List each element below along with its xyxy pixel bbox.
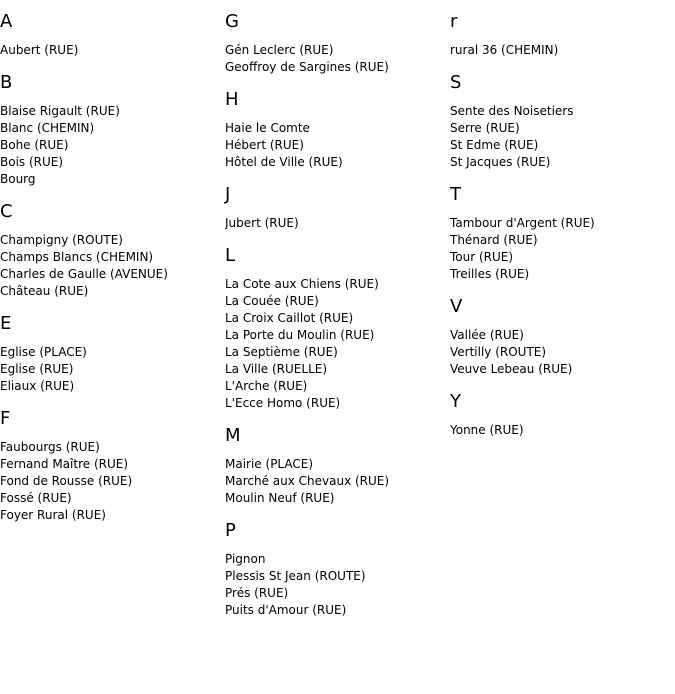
street-item: Mairie (PLACE) (225, 457, 314, 471)
street-item: Jubert (RUE) (225, 216, 299, 230)
group-letter-heading: E (0, 313, 12, 334)
street-item: La Cote aux Chiens (RUE) (225, 277, 379, 291)
street-item: Veuve Lebeau (RUE) (450, 362, 573, 376)
street-item: Thénard (RUE) (450, 233, 538, 247)
street-item: Geoffroy de Sargines (RUE) (225, 60, 389, 74)
index-column (0, 11, 222, 537)
street-item: Vallée (RUE) (450, 328, 524, 342)
letter-group (225, 520, 447, 619)
letter-group (225, 425, 447, 507)
street-item: Eglise (PLACE) (0, 345, 87, 359)
street-item: Champs Blancs (CHEMIN) (0, 250, 154, 264)
group-letter-heading: P (225, 520, 236, 541)
street-item: Château (RUE) (0, 284, 89, 298)
letter-group (450, 11, 672, 59)
street-item: Vertilly (ROUTE) (450, 345, 547, 359)
street-item: Foyer Rural (RUE) (0, 508, 106, 522)
street-item: Prés (RUE) (225, 586, 289, 600)
group-letter-heading: V (450, 296, 463, 317)
street-list (225, 551, 447, 619)
street-item: Champigny (ROUTE) (0, 233, 123, 247)
street-item: Tour (RUE) (450, 250, 514, 264)
group-letter-heading: S (450, 72, 462, 93)
street-item: Faubourgs (RUE) (0, 440, 100, 454)
group-letter-heading: J (225, 184, 231, 205)
index-column (225, 11, 447, 632)
street-list (0, 232, 222, 300)
street-item: Bois (RUE) (0, 155, 64, 169)
street-item: La Septième (RUE) (225, 345, 338, 359)
street-item: St Edme (RUE) (450, 138, 539, 152)
street-list (225, 215, 447, 232)
street-item: Moulin Neuf (RUE) (225, 491, 335, 505)
street-item: Blaise Rigault (RUE) (0, 104, 120, 118)
group-letter-heading: H (225, 89, 239, 110)
group-letter-heading: B (0, 72, 13, 93)
street-item: Fossé (RUE) (0, 491, 72, 505)
street-item: Bohe (RUE) (0, 138, 69, 152)
street-item: Hôtel de Ville (RUE) (225, 155, 343, 169)
street-list (450, 422, 672, 439)
letter-group (0, 408, 222, 524)
street-item: Sente des Noisetiers (450, 104, 574, 118)
street-item: St Jacques (RUE) (450, 155, 551, 169)
letter-group (450, 72, 672, 171)
group-letter-heading: r (450, 11, 458, 32)
street-list (0, 439, 222, 524)
letter-group (0, 313, 222, 395)
street-item: Hébert (RUE) (225, 138, 304, 152)
group-letter-heading: G (225, 11, 239, 32)
street-item: La Couée (RUE) (225, 294, 319, 308)
letter-group (450, 296, 672, 378)
group-letter-heading: Y (450, 391, 461, 412)
street-item: Pignon (225, 552, 266, 566)
street-item: Fond de Rousse (RUE) (0, 474, 133, 488)
street-list (0, 103, 222, 188)
street-item: Tambour d'Argent (RUE) (450, 216, 595, 230)
street-item: Treilles (RUE) (450, 267, 530, 281)
letter-group (450, 391, 672, 439)
street-item: La Porte du Moulin (RUE) (225, 328, 375, 342)
street-item: L'Arche (RUE) (225, 379, 308, 393)
street-item: La Croix Caillot (RUE) (225, 311, 354, 325)
street-item: rural 36 (CHEMIN) (450, 43, 559, 57)
street-list (450, 215, 672, 283)
street-list (225, 276, 447, 412)
letter-group (225, 245, 447, 412)
street-list (0, 42, 222, 59)
index-column (450, 11, 672, 452)
group-letter-heading: C (0, 201, 13, 222)
street-item: Bourg (0, 172, 36, 186)
street-item: Aubert (RUE) (0, 43, 79, 57)
letter-group (0, 201, 222, 300)
street-item: Charles de Gaulle (AVENUE) (0, 267, 168, 281)
street-item: L'Ecce Homo (RUE) (225, 396, 341, 410)
street-item: Puits d'Amour (RUE) (225, 603, 347, 617)
street-list (450, 42, 672, 59)
group-letter-heading: A (0, 11, 13, 32)
street-item: Fernand Maître (RUE) (0, 457, 129, 471)
group-letter-heading: L (225, 245, 236, 266)
street-item: Plessis St Jean (ROUTE) (225, 569, 366, 583)
group-letter-heading: T (450, 184, 461, 205)
street-item: Gén Leclerc (RUE) (225, 43, 334, 57)
street-item: Marché aux Chevaux (RUE) (225, 474, 390, 488)
group-letter-heading: M (225, 425, 241, 446)
street-item: Yonne (RUE) (450, 423, 524, 437)
street-list (450, 327, 672, 378)
letter-group (225, 184, 447, 232)
letter-group (225, 11, 447, 76)
street-item: Serre (RUE) (450, 121, 520, 135)
letter-group (0, 72, 222, 188)
street-item: La Ville (RUELLE) (225, 362, 328, 376)
street-item: Eliaux (RUE) (0, 379, 75, 393)
street-list (225, 120, 447, 171)
street-list (225, 456, 447, 507)
letter-group (450, 184, 672, 283)
street-list (225, 42, 447, 76)
street-list (0, 344, 222, 395)
letter-group (225, 89, 447, 171)
street-item: Haie le Comte (225, 121, 310, 135)
street-item: Eglise (RUE) (0, 362, 74, 376)
group-letter-heading: F (0, 408, 11, 429)
street-item: Blanc (CHEMIN) (0, 121, 95, 135)
street-list (450, 103, 672, 171)
letter-group (0, 11, 222, 59)
